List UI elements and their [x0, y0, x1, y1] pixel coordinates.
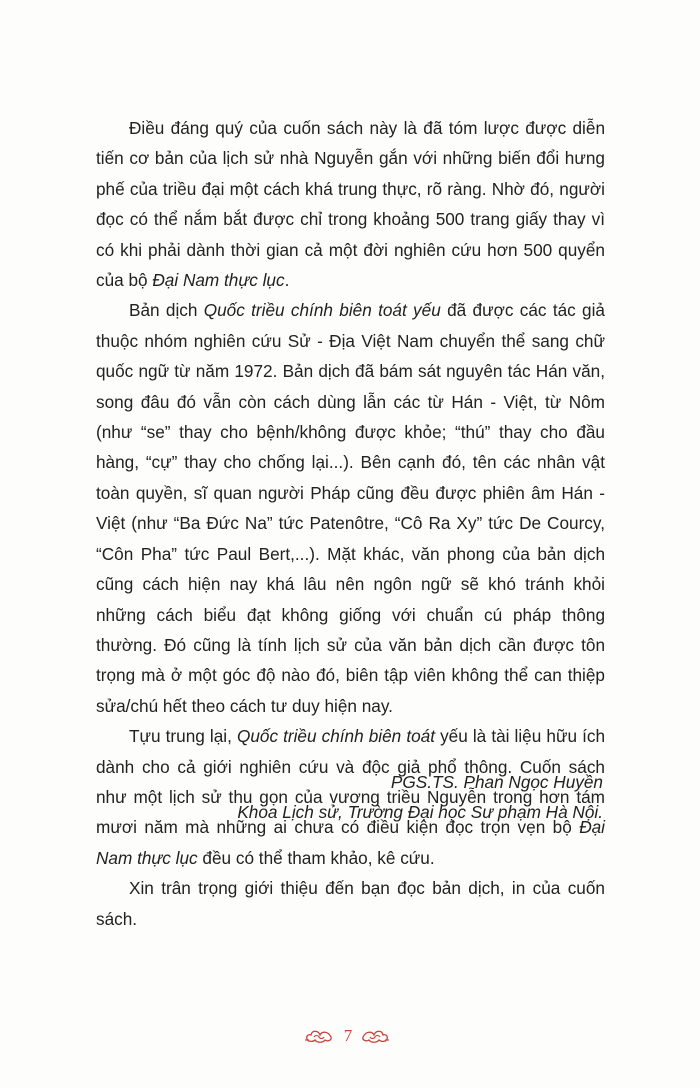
page-number: 7	[343, 1026, 353, 1045]
paragraph-text: .	[284, 270, 290, 291]
paragraph-text: Tựu trung lại,	[129, 726, 237, 747]
paragraph-2	[96, 295, 605, 721]
paragraph-text: đã được các tác giả thuộc nhóm nghiên cứu Sử - Địa Việt Nam chuyển thể sang chữ quốc ngữ từ năm 1972. Bản dịch đã bám sát nguyên tác Hán văn, song đâu đó vẫn còn cách dùng lẫn các từ Hán - Việt, từ Nôm (như “se” thay cho bệnh/không được khỏe; “thú” thay cho đầu hàng, “cự” thay cho chống lại...). Bên cạnh đó, tên các nhân vật toàn quyền, sĩ quan người Pháp cũng đều được phiên âm Hán - Việt (như “Ba Đức Na” tức Patenôtre, “Cô Ra Xy” tức De Courcy, “Côn Pha” tức Paul Bert,...). Mặt khác, văn phong của bản dịch cũng cách hiện nay khá lâu nên ngôn ngữ sẽ khó tránh khỏi những cách biểu đạt không giống với chuẩn cú pháp thông thường. Đó cũng là tính lịch sử của văn bản dịch cần được tôn trọng mà ở một góc độ nào đó, biên tập viên không thể can thiệp sửa/chú hết theo cách tư duy hiện nay.	[96, 300, 605, 716]
paragraph-text: Điều đáng quý của cuốn sách này là đã tóm lược được diễn tiến cơ bản của lịch sử nhà Nguyễn gắn với những biến đổi hưng phế của triều đại một cách khá trung thực, rõ ràng. Nhờ đó, người đọc có thể nắm bắt được chỉ trong khoảng 500 trang giấy thay vì có khi phải dành thời gian cả một đời nghiên cứu hơn 500 quyển của bộ	[96, 118, 605, 291]
page-footer	[0, 1024, 700, 1050]
paragraph-1	[96, 113, 605, 295]
book-title-italic: Quốc triều chính biên toát yếu	[203, 300, 441, 321]
cloud-ornament-icon	[304, 1027, 334, 1045]
paragraph-text: đều có thể tham khảo, kê cứu.	[197, 847, 435, 868]
cloud-ornament-icon	[360, 1027, 390, 1045]
author-name: PGS.TS. Phan Ngọc Huyền	[390, 772, 603, 792]
author-affiliation: Khoa Lịch sử, Trường Đại học Sư phạm Hà Nội.	[237, 802, 603, 823]
book-title-italic: Quốc triều chính biên toát	[236, 726, 435, 747]
paragraph-text: Xin trân trọng giới thiệu đến bạn đọc bản dịch, in của cuốn sách.	[96, 878, 605, 929]
book-title-italic: Đại Nam thực lục	[152, 270, 285, 291]
signature-block	[237, 767, 603, 828]
paragraph-text: yếu là tài liệu hữu ích dành cho cả giới nghiên cứu và độc giả phổ thông. Cuốn sách như một lịch sử thu gọn của vương triều Nguyễn trong hơn tám mươi năm mà những ai chưa có điều kiện đọc trọn vẹn bộ	[96, 726, 606, 838]
book-title-italic: Đại Nam thực lục	[96, 817, 605, 868]
paragraph-text: Bản dịch	[129, 300, 204, 321]
paragraph-4	[96, 873, 605, 934]
